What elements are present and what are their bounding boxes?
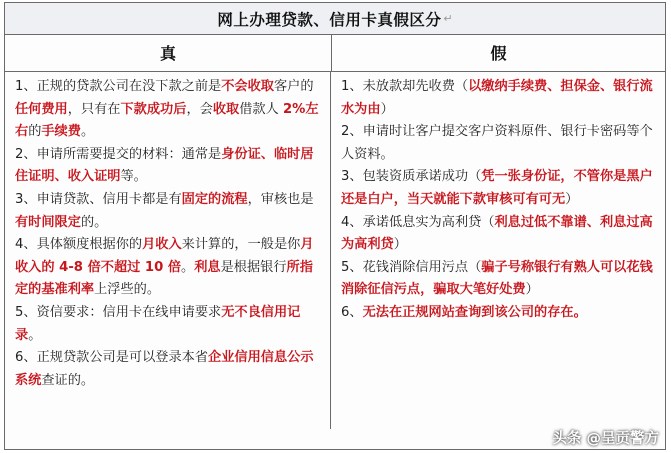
header-true: 真 — [5, 34, 332, 71]
body-text: 4、具体额度根据你的 — [15, 237, 143, 253]
body-text: 的 — [28, 124, 42, 140]
emphasis-text: 无法在正规网站查询到该公司的存在。 — [362, 304, 587, 320]
body-text: 6、 — [341, 304, 363, 320]
false-item — [341, 166, 657, 211]
emphasis-text: 利息 — [194, 259, 221, 275]
body-text: 上浮些的。 — [94, 282, 161, 298]
body-text: 。 — [181, 259, 195, 275]
header-false: 假 — [490, 44, 507, 63]
emphasis-text: 凭一张身份证，不管你是黑户还是白户，当天就能下款审核可有可无 — [341, 169, 653, 207]
true-item — [15, 302, 322, 347]
body-text: ） — [380, 101, 394, 117]
body-text: ，审核也是 — [247, 191, 314, 207]
emphasis-text: 所指定的基准利率 — [15, 259, 313, 298]
body-text: 3、申请贷款、信用卡都是有 — [15, 191, 182, 207]
emphasis-text: 月收入 — [142, 237, 182, 253]
body-text: ，只有在 — [67, 101, 121, 117]
true-item — [15, 76, 322, 144]
body-text: ） — [525, 282, 539, 298]
emphasis-text: 以缴纳手续费、担保金、银行流水为由 — [341, 79, 653, 117]
emphasis-text: 收取 — [212, 101, 240, 117]
body-text: 。 — [28, 327, 42, 343]
true-column — [5, 71, 331, 429]
body-text: 的。 — [80, 214, 108, 230]
emphasis-text: 月收入的 4-8 倍不超过 10 倍 — [15, 237, 314, 275]
comparison-table — [4, 2, 666, 450]
emphasis-text: 有时间限定 — [15, 214, 81, 230]
body-text: ） — [565, 191, 579, 207]
false-column — [331, 71, 665, 429]
false-item — [341, 76, 657, 121]
body-text: ，会 — [186, 101, 213, 117]
body-text: 1、正规的贷款公司在没下款之前是 — [15, 79, 222, 94]
table-title: 网上办理贷款、信用卡真假区分 — [217, 10, 442, 29]
emphasis-text: 企业信用信息公示系统 — [15, 350, 314, 388]
emphasis-text: 任何费用 — [15, 101, 68, 117]
emphasis-text: 固定的流程 — [181, 191, 248, 207]
table-title-row — [5, 3, 665, 35]
body-text: 查证的。 — [41, 372, 95, 388]
emphasis-text: 下款成功后 — [120, 101, 187, 117]
emphasis-text: 不会收取 — [221, 79, 274, 94]
body-text: 6、正规贷款公司是可以登录本省 — [15, 350, 209, 366]
table-header-row — [5, 34, 665, 72]
body-text: 来计算的，一般是你 — [181, 237, 301, 253]
emphasis-text: 骗子号称银行有熟人可以花钱消除征信污点，骗取大笔好处费 — [341, 259, 653, 298]
body-text: ） — [393, 237, 407, 253]
emphasis-text: 无不良信用记录 — [15, 304, 301, 343]
body-text: 3、包装资质承诺成功（ — [341, 169, 482, 185]
body-text: 1、未放款却先收费（ — [341, 79, 469, 94]
body-text: 。 — [80, 124, 95, 140]
false-item — [341, 302, 657, 325]
watermark: 头条 @呈贡警方 — [552, 431, 659, 447]
table-body-row — [5, 71, 665, 429]
body-text: 5、资信要求：信用卡在线申请要求 — [15, 304, 222, 320]
emphasis-text: 利息过低不靠谱、利息过高为高利贷 — [341, 214, 653, 253]
body-text: 4、承诺低息实为高利贷（ — [341, 214, 495, 230]
body-text: 5、花钱消除信用污点（ — [341, 259, 482, 275]
true-item — [15, 189, 322, 234]
false-item — [341, 257, 657, 302]
emphasis-text: 身份证、临时居住证明、收入证明 — [15, 146, 314, 185]
emphasis-text: 手续费 — [41, 124, 81, 140]
false-item — [341, 212, 657, 257]
true-item — [15, 234, 322, 302]
body-text: 客户的 — [273, 79, 314, 94]
body-text: 2、申请时让客户提交客户资料原件、银行卡密码等个人资料。 — [341, 124, 653, 162]
paragraph-mark-icon: ↵ — [443, 12, 453, 25]
body-text: 等。 — [120, 169, 147, 185]
body-text: 2、申请所需要提交的材料：通常是 — [15, 146, 222, 162]
true-item — [15, 347, 322, 392]
body-text: 是根据银行 — [220, 259, 287, 275]
false-item — [341, 121, 657, 166]
true-item — [15, 144, 322, 189]
body-text: 借款人 — [239, 101, 283, 117]
emphasis-text: 2%左右 — [15, 101, 319, 140]
